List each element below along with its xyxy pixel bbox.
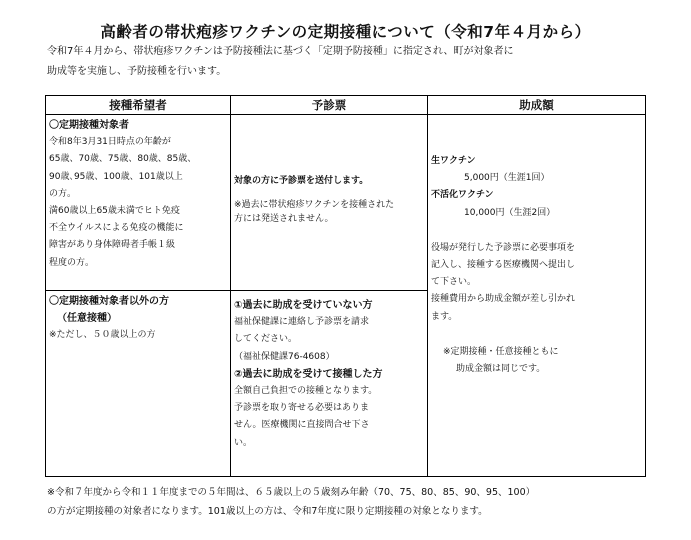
regular-target-line: 満60歳以上65歳未満でヒト免疫 [49,206,180,217]
optional-target-heading: 〇定期接種対象者以外の方 [49,296,169,307]
optional-case1-line: （福祉保健課76-4608） [234,351,335,362]
header-applicant: 接種希望者 [46,96,231,115]
optional-case2-heading: ②過去に助成を受けて接種した方 [234,368,383,380]
vaccination-table [45,95,646,477]
optional-case1-heading: ①過去に助成を受けていない方 [234,300,373,311]
header-subsidy: 助成額 [428,96,646,115]
subsidy-instruction-line: 記入し、接種する医療機関へ提出し [431,260,576,271]
subsidy-instruction-line: て下さい。 [431,277,477,288]
regular-target-line: 不全ウイルスによる免疫の機能に [49,223,184,234]
vaccine-live-amount: 5,000円（生涯1回） [464,173,550,184]
vaccine-inactivated-name: 不活化ワクチン [431,190,494,201]
subsidy-instruction-line: 接種費用から助成金額が差し引かれ [431,294,576,305]
cell-regular-target [46,115,231,291]
regular-target-line: 令和8年3月31日時点の年齢が [49,137,171,148]
footer-note-line-2: の方が定期接種の対象者になります。101歳以上の方は、令和7年度に限り定期接種の対象となります。 [47,506,488,517]
subsidy-instruction-line: 役場が発行した予診票に必要事項を [431,242,576,253]
header-questionnaire: 予診票 [231,96,428,115]
vaccine-live-name: 生ワクチン [431,156,476,166]
regular-target-line: 90歳､95歳、100歳、101歳以上 [49,171,183,182]
subsidy-note-line: 助成金額は同じです。 [456,364,546,375]
regular-target-heading: 〇定期接種対象者 [49,120,129,131]
optional-case2-line: 予診票を取り寄せる必要はありま [234,403,370,414]
intro-line-1: 令和7年４月から、帯状疱疹ワクチンは予防接種法に基づく「定期予防接種」に指定され、町が対象者に [47,46,514,57]
regular-target-line: 65歳、70歳、75歳、80歳、85歳、 [49,154,197,165]
cell-subsidy-amount [428,115,646,477]
optional-target-note: ※ただし、５０歳以上の方 [49,330,156,341]
vaccine-inactivated-amount: 10,000円（生涯2回） [464,207,556,218]
regular-target-line: の方。 [49,188,77,199]
optional-case1-line: 福祉保健課に連絡し予診票を請求 [234,317,370,328]
intro-line-2: 助成等を実施し、予防接種を行います。 [47,66,227,77]
table-header-row [46,96,646,115]
questionnaire-send-notice: 対象の方に予診票を送付します。 [234,176,369,186]
cell-optional-target [46,291,231,477]
footer-note-line-1: ※令和７年度から令和１１年度までの５年間は、６５歳以上の５歳刻み年齢（70、75、80、85、90、95、100） [47,487,536,498]
questionnaire-note: 方には発送されません。 [234,214,334,225]
regular-target-line: 程度の方。 [49,257,95,268]
document-title: 高齢者の帯状疱疹ワクチンの定期接種について（令和7年４月から） [100,23,591,41]
cell-optional-questionnaire [231,291,428,477]
optional-target-sub: （任意接種） [57,313,117,325]
regular-target-line: 障害があり身体障碍者手帳１級 [49,240,176,251]
optional-case2-line: 全額自己負担での接種となります。 [234,386,378,397]
subsidy-instruction-line: ます。 [431,311,458,322]
table-row-regular [46,115,646,291]
subsidy-note-line: ※定期接種・任意接種ともに [443,346,559,357]
optional-case2-line: せん。医療機関に直接問合せ下さ [234,420,370,431]
optional-case1-line: してください。 [234,334,298,345]
questionnaire-note: ※過去に帯状疱疹ワクチンを接種された [234,200,395,211]
cell-regular-questionnaire [231,115,428,291]
optional-case2-line: い。 [234,437,253,448]
